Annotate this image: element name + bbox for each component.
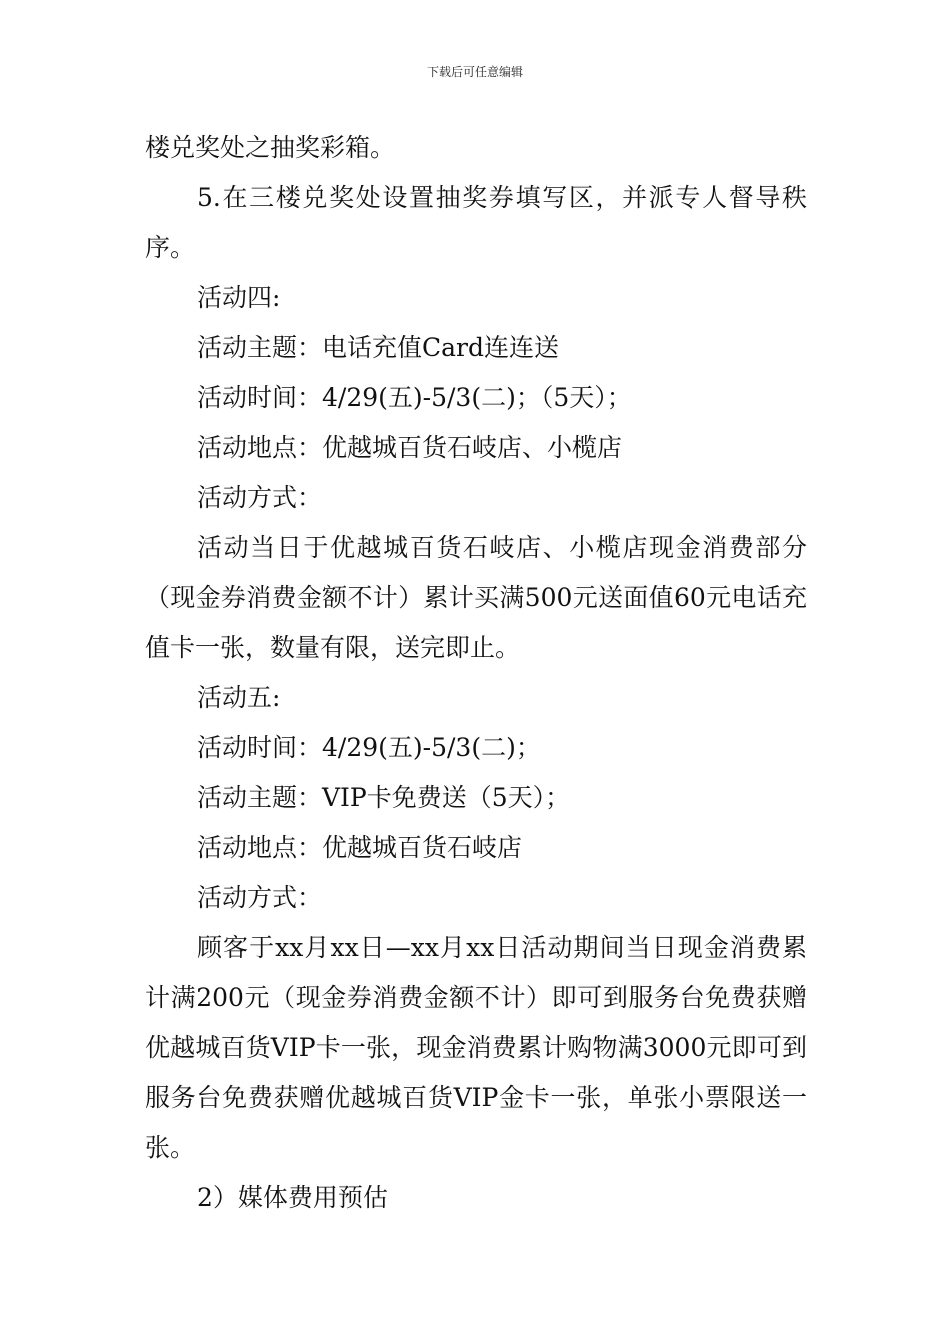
- paragraph-activity-4-method-label: 活动方式：: [197, 483, 323, 512]
- paragraph-activity-5-method-label: 活动方式：: [197, 883, 323, 912]
- paragraph-activity-5-method: 顾客于xx月xx日—xx月xx日活动期间当日现金消费累计满200元（现金券消费金额不计）即可到服务台免费获赠优越城百货VIP卡一张，现金消费累计购物满3000元即可到服务台免费获赠优越城百货VIP金卡一张，单张小票限送一张。: [145, 933, 807, 1162]
- paragraph-activity-5-theme: 活动主题：VIP卡免费送（5天）；: [197, 783, 571, 812]
- paragraph-media-cost-heading: 2）媒体费用预估: [197, 1183, 388, 1212]
- paragraph-activity-4-location: 活动地点：优越城百货石岐店、小榄店: [197, 433, 623, 462]
- paragraph-activity-5-location: 活动地点：优越城百货石岐店: [197, 833, 523, 862]
- paragraph-item-5: 5.在三楼兑奖处设置抽奖券填写区，并派专人督导秩序。: [145, 183, 807, 262]
- document-body: [145, 123, 807, 1223]
- page-header-note: 下载后可任意编辑: [426, 65, 523, 79]
- paragraph-activity-4-time: 活动时间：4/29(五)-5/3(二)；（5天）；: [197, 383, 632, 412]
- paragraph-activity-5-heading: 活动五:: [197, 683, 281, 712]
- paragraph-activity-5-time: 活动时间：4/29(五)-5/3(二)；: [197, 733, 541, 762]
- paragraph-activity-4-heading: 活动四:: [197, 283, 281, 312]
- paragraph-activity-4-method: 活动当日于优越城百货石岐店、小榄店现金消费部分（现金券消费金额不计）累计买满500元送面值60元电话充值卡一张，数量有限，送完即止。: [145, 533, 807, 662]
- paragraph-continuation: 楼兑奖处之抽奖彩箱。: [145, 133, 396, 162]
- paragraph-activity-4-theme: 活动主题：电话充值Card连连送: [197, 333, 559, 362]
